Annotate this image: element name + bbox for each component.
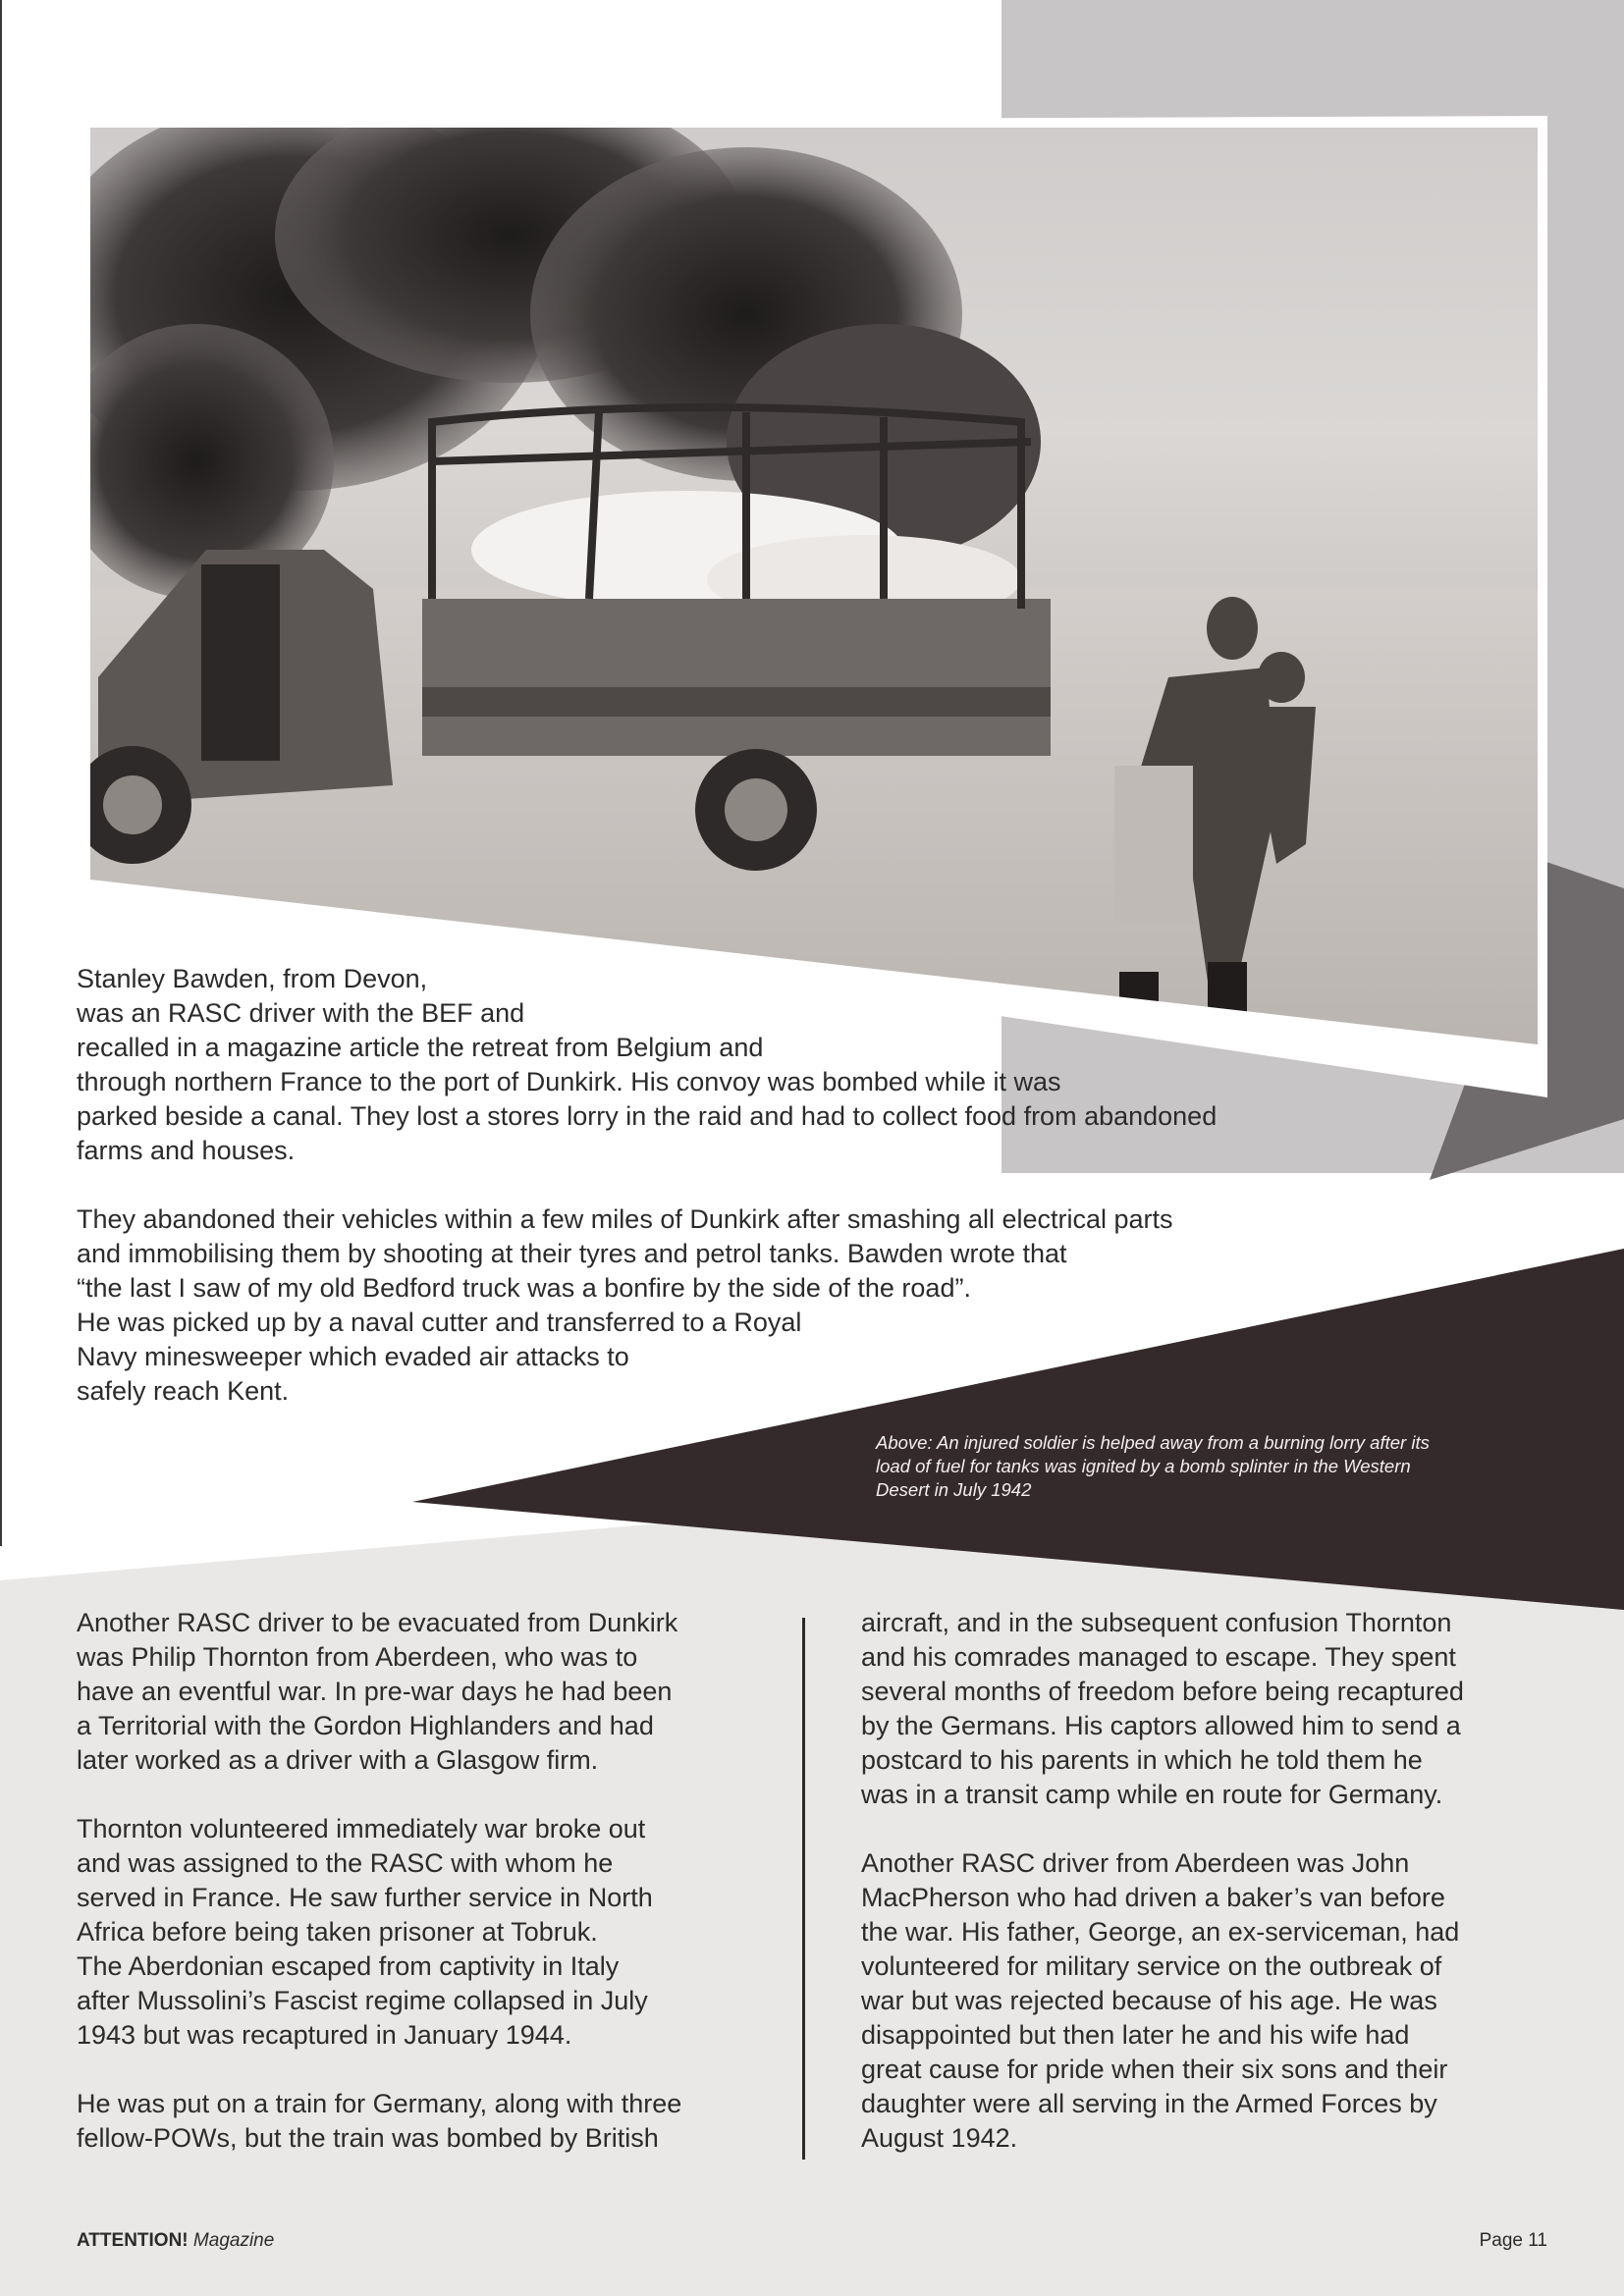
left-edge-line [0, 0, 2, 1546]
brand-name: ATTENTION! [77, 2230, 189, 2251]
intro-line: They abandoned their vehicles within a few miles of Dunkirk after smashing all electrical parts [77, 1204, 1173, 1234]
line: 1943 but was recaptured in January 1944. [77, 2020, 572, 2050]
intro-text [77, 962, 1373, 1409]
line: Thornton volunteered immediately war broke out [77, 1814, 646, 1843]
line: fellow-POWs, but the train was bombed by British [77, 2123, 659, 2153]
intro-line: parked beside a canal. They lost a stores lorry in the raid and had to collect food from abandoned [77, 1101, 1218, 1131]
line: postcard to his parents in which he told them he [861, 1745, 1423, 1775]
page-number: Page 11 [1479, 2230, 1547, 2251]
line: volunteered for military service on the outbreak of [861, 1951, 1442, 1981]
caption-line: load of fuel for tanks was ignited by a bomb splinter in the Western [876, 1456, 1411, 1476]
line: after Mussolini’s Fascist regime collapsed in July [77, 1986, 648, 2015]
line: Another RASC driver from Aberdeen was John [861, 1848, 1410, 1878]
burning-lorry-photo [0, 0, 1624, 1099]
paragraph [861, 1606, 1563, 1812]
intro-line: was an RASC driver with the BEF and [77, 998, 525, 1028]
line: aircraft, and in the subsequent confusion Thornton [861, 1608, 1452, 1637]
line: The Aberdonian escaped from captivity in Italy [77, 1951, 620, 1981]
caption-line: Above: An injured soldier is helped away from a burning lorry after its [876, 1432, 1430, 1453]
line: Africa before being taken prisoner at Tobruk. [77, 1917, 598, 1947]
intro-line: and immobilising them by shooting at their tyres and petrol tanks. Bawden wrote that [77, 1239, 1067, 1268]
intro-line: Navy minesweeper which evaded air attacks to [77, 1342, 629, 1371]
photo-caption [876, 1431, 1485, 1502]
line: and his comrades managed to escape. They spent [861, 1642, 1456, 1672]
line: MacPherson who had driven a baker’s van before [861, 1883, 1445, 1912]
line: August 1942. [861, 2123, 1018, 2153]
intro-line: Stanley Bawden, from Devon, [77, 964, 428, 993]
line: a Territorial with the Gordon Highlanders and had [77, 1711, 654, 1740]
line: daughter were all serving in the Armed Forces by [861, 2089, 1437, 2118]
column-divider [802, 1618, 805, 2160]
line: and was assigned to the RASC with whom he [77, 1848, 614, 1878]
line: have an eventful war. In pre-war days he had been [77, 1677, 673, 1706]
line: He was put on a train for Germany, along with three [77, 2089, 682, 2118]
brand-suffix: Magazine [192, 2230, 275, 2251]
paragraph [77, 1606, 779, 1778]
line: several months of freedom before being recaptured [861, 1677, 1464, 1706]
right-column [861, 1606, 1563, 2190]
line: great cause for pride when their six sons and their [861, 2055, 1448, 2084]
line: disappointed but then later he and his wife had [861, 2020, 1410, 2050]
line: was in a transit camp while en route for Germany. [861, 1780, 1443, 1809]
left-column [77, 1606, 779, 2190]
intro-line: safely reach Kent. [77, 1376, 290, 1406]
paragraph [77, 1812, 779, 2053]
footer-brand [77, 2230, 274, 2252]
line: served in France. He saw further service in North [77, 1883, 653, 1912]
intro-line: through northern France to the port of Dunkirk. His convoy was bombed while it was [77, 1067, 1061, 1096]
line: was Philip Thornton from Aberdeen, who was to [77, 1642, 638, 1672]
line: the war. His father, George, an ex-serviceman, had [861, 1917, 1460, 1947]
paragraph [861, 1846, 1563, 2156]
line: later worked as a driver with a Glasgow firm. [77, 1745, 599, 1775]
intro-line: recalled in a magazine article the retreat from Belgium and [77, 1033, 764, 1062]
line: war but was rejected because of his age. He was [861, 1986, 1437, 2015]
caption-line: Desert in July 1942 [876, 1479, 1032, 1500]
line: by the Germans. His captors allowed him to send a [861, 1711, 1461, 1740]
intro-line: He was picked up by a naval cutter and transferred to a Royal [77, 1308, 802, 1337]
line: Another RASC driver to be evacuated from Dunkirk [77, 1608, 678, 1637]
intro-line: farms and houses. [77, 1136, 296, 1165]
paragraph [77, 2087, 779, 2156]
intro-line: “the last I saw of my old Bedford truck was a bonfire by the side of the road”. [77, 1273, 971, 1303]
